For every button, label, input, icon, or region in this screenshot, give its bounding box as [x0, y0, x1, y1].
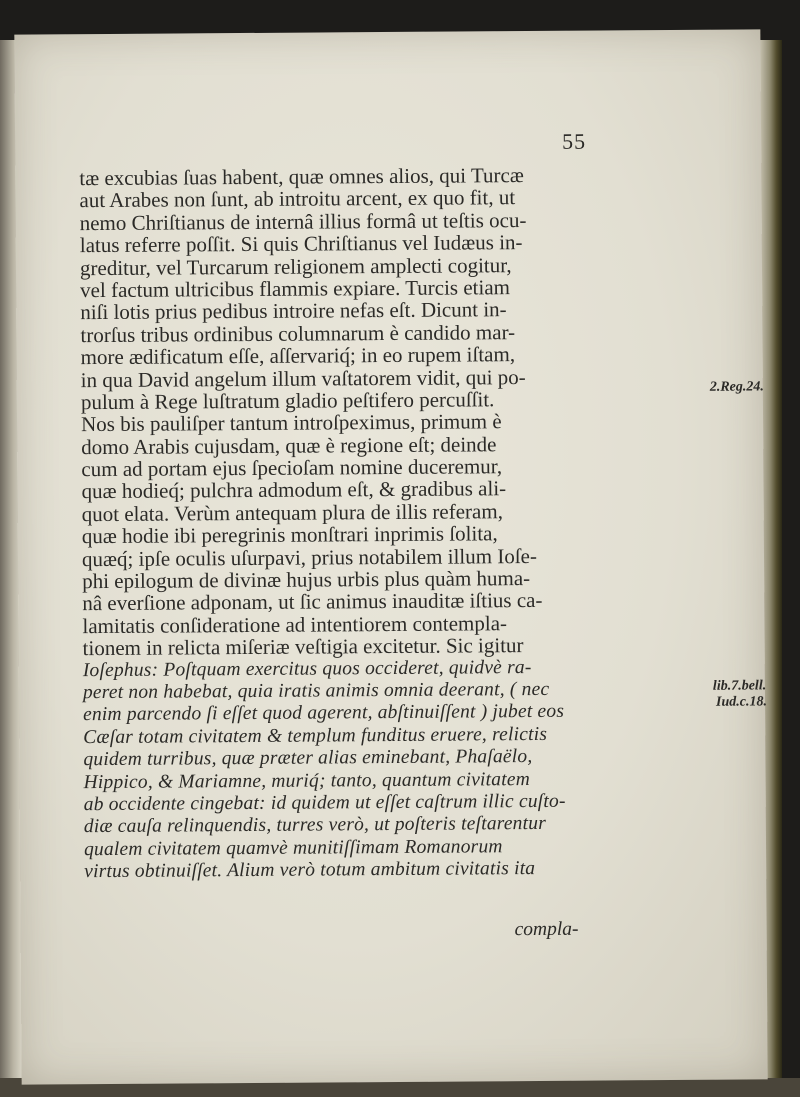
text-line-italic: diæ cauſa relinquendis, turres verò, ut poſteris teſtarentur: [83, 813, 547, 838]
text-line: cum ad portam ejus ſpecioſam nomine duceremur,: [81, 454, 503, 482]
text-line: aut Arabes non ſunt, ab introitu arcent, ex quo fit, ut: [79, 185, 516, 213]
text-line-italic: quidem turribus, quæ præter alias eminebant, Phaſaëlo,: [83, 746, 533, 771]
page-number: 55: [562, 128, 587, 154]
text-line: more ædificatum eſſe, aſſervariq́; in eo rupem iſtam,: [80, 342, 516, 370]
text-line: latus referre poſſit. Si quis Chriſtianus vel Iudæus in-: [79, 230, 523, 258]
text-line-italic: Hippico, & Mariamne, muriq́; tanto, quantum civitatem: [83, 768, 531, 793]
text-line: nemo Chriſtianus de internâ illius formâ ut teſtis ocu-: [79, 207, 527, 235]
text-line-italic: virtus obtinuiſſet. Alium verò totum ambitum civitatis ita: [84, 858, 536, 883]
text-line: greditur, vel Turcarum religionem amplecti cogitur,: [79, 252, 512, 280]
text-line: nâ everſione adponam, ut ſic animus inauditæ iſtius ca-: [82, 588, 543, 616]
text-line: vel factum ultricibus flammis expiare. Turcis etiam: [80, 275, 511, 303]
text-line: domo Arabis cujusdam, quæ è regione eſt; deinde: [81, 431, 497, 459]
text-line: lamitatis conſideratione ad intentiorem contempla-: [82, 611, 508, 638]
text-line: quæ hodieq́; pulchra admodum eſt, & gradibus ali-: [81, 476, 507, 504]
text-line-italic: enim parcendo ſi eſſet quod agerent, abſtinuiſſent ) jubet eos: [83, 701, 565, 726]
text-line-italic: Ioſephus: Poſtquam exercitus quos occideret, quidvè ra-: [82, 656, 532, 681]
margin-note-reference: Iud.c.18.: [715, 694, 768, 710]
catchword: compla-: [514, 918, 579, 941]
text-line: in qua David angelum illum vaſtatorem vidit, qui po-: [80, 364, 526, 392]
text-line: trorſus tribus ordinibus columnarum è candido mar-: [80, 319, 516, 347]
text-line-italic: peret non habebat, quia iratis animis omnia deerant, ( nec: [82, 678, 550, 704]
text-line-italic: qualem civitatem quamvè munitiſſimam Romanorum: [83, 835, 503, 860]
margin-note-reference: 2.Reg.24.: [709, 379, 764, 395]
text-line: pulum à Rege luſtratum gladio peſtifero percuſſit.: [80, 387, 495, 415]
text-line: niſi lotis prius pedibus introire nefas eſt. Dicunt in-: [80, 297, 507, 325]
book-page: [14, 29, 767, 1084]
text-line: quæ hodie ibi peregrinis monſtrari inprimis ſolita,: [81, 521, 498, 549]
text-block: [79, 163, 684, 884]
text-line: phi epilogum de divinæ hujus urbis plus quàm huma-: [82, 566, 531, 594]
text-line-italic: ab occidente cingebat: id quidem ut eſſet caſtrum illic cuſto-: [83, 790, 566, 816]
text-line: Nos bis pauliſper tantum introſpeximus, primum è: [80, 409, 502, 437]
margin-note-reference: lib.7.bell.: [712, 678, 767, 694]
text-line: quæq́; ipſe oculis uſurpavi, prius notabilem illum Ioſe-: [81, 543, 538, 571]
text-line: tionem in relicta miſeriæ veſtigia excitetur. Sic igitur: [82, 633, 524, 661]
text-line: tæ excubias ſuas habent, quæ omnes alios, qui Turcæ: [79, 163, 524, 191]
text-line-italic: Cæſar totam civitatem & templum funditus eruere, relictis: [83, 723, 548, 748]
text-line: quot elata. Verùm antequam plura de illis referam,: [81, 499, 503, 527]
